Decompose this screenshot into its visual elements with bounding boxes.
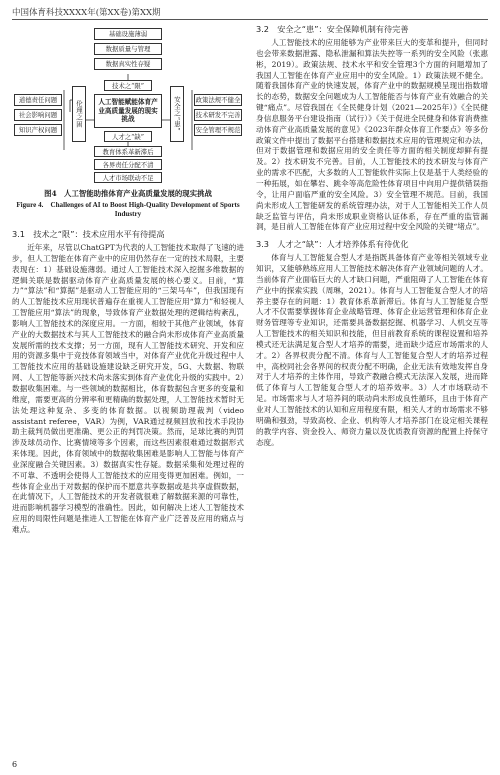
- section-3-2-paragraph: 人工智能技术的应用能够为产业带来巨大的变革和提升，但同时也会带来数据泄露、隐私泄漏和算法失控等一系列的安全风险（张惠彬，2019）。政策法规、技术水平和安全管理3个方面的问题增加了我国人工智能在体育产业应用中的安全风险。1）政策法规不健全。随着我国体育产业的快速发展，体育产业中的数据规模呈现出指数增长的态势，数据安全问题成为人工智能能否与体育产业有效融合的关键“痛点”。尽管我国在《全民健身计划（2021—2025年）》《全民健身信息服务平台建设指南（试行）》《关于促进全民健身和体育消费推动体育产业高质量发展的意见》《2023年群众体育工作要点》等多份政策文件中提出了数据平台搭建和数据技术应用的管理规定和办法，但对于数据管理和数据应用的安全责任等方面的相关制度却鲜有提及。2）技术研发不完善。目前，人工智能技术的技术研发与体育产业的需求不匹配，大多数的人工智能软件实际上仅是基于人类经验的一种拓展，如在攀岩、跳伞等高危险性体育项目中向用户提供错误指令，让用户面临严重的安全风险。3）安全管理不规范。目前，我国尚未形成人工智能研发的系统管理办法，对于人工智能相关工作人员缺乏监管与评估，尚未形成职业资格认证体系，存在严重的监管漏洞，是目前人工智能在体育产业应用过程中安全风险的关键“堵点”。: [256, 38, 488, 232]
- left-column: [12, 24, 244, 536]
- figure-box-security-mgmt: 安全管理不规范: [195, 126, 241, 134]
- figure-box-ethics: 伦理之困: [72, 86, 86, 142]
- figure-4: [12, 24, 244, 184]
- header-rule: [12, 19, 488, 20]
- figure-box-data-authenticity: 数据真实性存疑: [94, 58, 162, 70]
- section-3-1-paragraph: 近年来，尽管以ChatGPT为代表的人工智能技术取得了飞速的进步，但人工智能在体育产业中的应用仍然存在一定的技术局限，主要表现在：1）基础设施薄弱。通过人工智能技术深入挖掘多维数据的逻辑关联是数据驱动体育产业高质量发展的核心要义。目前，“算力”“算法”和“算据”是驱动人工智能应用的“三架马车”，但我国现有的人工智能技术应用现状普遍存在重视人工智能应用“算力”和轻视人工智能应用“算法”的现象，导致体育产业数据处理的逻辑结构紊乱，影响人工智能技术的深度应用。一方面，相较于其他产业领域，体育产业的大数据技术与其人工智能技术的融合尚未形成体育产业高质量发展所需的技术支撑；另一方面，现有人工智能技术研究、开发和应用的资源多集中于竞技体育领域当中，对体育产业优化升级过程中人工智能技术应用的基础设施建设缺乏研究开发，5G、大数据、物联网、人工智能等新兴技术尚未落实到体育产业优化升级的实践中。2）数据收集困难。与一些领域的数据相比，体育数据包含更多的变量和维度，需要更高的分辨率和更精确的数据处理，人工智能技术暂时无法处理这种复杂、多变的体育数据。以视频助理裁判（video assistant referee，VAR）为例，VAR通过视频回放和技术手段协助主裁判员做出更准确、更公正的判罚决策。然而，足球比赛的判罚涉及球员动作、比赛情境等多个因素，而这些因素很难通过数据形式来体现。因此，体育领域中的数据收集困难是影响人工智能与体育产业深度融合关键因素。3）数据真实性存疑。数据采集和处理过程的不可靠、不透明会使得人工智能技术的应用变得更加困难。例如，一些体育企业出于对数据的保护而不愿意共享数据或是共享虚假数据，在此情况下，人工智能技术的开发者就很难了解数据来源的可靠性，进而影响机器学习模型的准确性。因此，如何解决上述人工智能技术应用的局限性问题是推进人工智能在体育产业广泛普及应用的痛点与难点。: [12, 243, 244, 534]
- figure-box-infrastructure: 基础设施薄弱: [94, 28, 162, 40]
- section-3-2-title: 3.2 安全之“患”：安全保障机制有待完善: [256, 24, 409, 34]
- figure-box-moral-responsibility: 道德责任问题: [14, 94, 62, 106]
- figure-box-security: 安全之“患”: [170, 86, 184, 142]
- journal-header: 中国体育科技XXXX年(第XX卷)第XX期: [12, 8, 161, 18]
- figure-box-social-impact: 社会影响问题: [14, 109, 62, 121]
- figure-box-ip-issue: 知识产权问题: [14, 124, 62, 136]
- page-number: 6: [12, 760, 18, 769]
- right-column: [256, 24, 488, 448]
- section-3-1-title: 3.1 技术之“限”：技术应用水平有待提高: [12, 229, 165, 239]
- figure-box-education: 教育体系革新滞后: [94, 146, 162, 157]
- figure-box-market-link: 人才市场联动不足: [94, 172, 162, 183]
- section-3-3-paragraph: 体育与人工智能复合型人才是指既具备体育产业等相关领域专业知识，又能够熟练应用人工智能技术解决体育产业领域问题的人才。当前体育产业面临巨大的人才缺口问题，严重阻碍了人工智能在体育产业中的探索实践（周琳，2021）。体育与人工智能复合型人才的培养主要存在的问题：1）教育体系革新滞后。体育与人工智能复合型人才不仅需要掌握体育企业战略管理、体育企业运营管理和体育企业财务管理等专业知识，还需要具备数据挖掘、机器学习、人机交互等人工智能技术的相关知识和技能，但目前教育系统的课程设置和培养模式还无法满足复合型人才培养的需要，进而缺少适应市场需求的人才。2）各界权责分配不清。体育与人工智能复合型人才的培养过程中，高校同社会各界间的权责分配不明确，企业无法有效地发挥自身对于人才培养的主体作用，导致产教融合模式无法深入发展，进而降低了体育与人工智能复合型人才的培养效率。3）人才市场联动不足。市场需求与人才培养间的联动尚未形成良性循环，且由于体育产业对人工智能技术的认知和应用程度有限，相关人才的市场需求不够明确和强劲，导致高校、企业、机构等人才培养部门在设定相关课程的教学内容、资金投入、师资力量以及优质教育资源的配置上持保守态度。: [256, 253, 488, 447]
- section-3-3-title: 3.3 人才之“缺”：人才培养体系有待优化: [256, 239, 409, 250]
- figure-box-tech-limit: 技术之“限”: [104, 80, 152, 91]
- figure-caption-cn: 图4 人工智能助推体育产业高质量发展的现实挑战: [44, 189, 212, 198]
- figure-box-central-topic: 人工智能赋能体育产业高质量发展的现实挑战: [94, 94, 162, 128]
- figure-box-rnd: 技术研发不完善: [195, 111, 241, 119]
- figure-box-talent-shortage: 人才之“缺”: [104, 131, 152, 142]
- figure-box-data-quality: 数据质量与管理: [94, 43, 162, 55]
- figure-box-responsibility: 各界责任分配不清: [94, 159, 162, 170]
- figure-caption-en: Figure 4. Challenges of AI to Boost High-Quality Development of Sports Industry: [16, 201, 240, 218]
- figure-box-policy: 政策法规不健全: [195, 96, 241, 104]
